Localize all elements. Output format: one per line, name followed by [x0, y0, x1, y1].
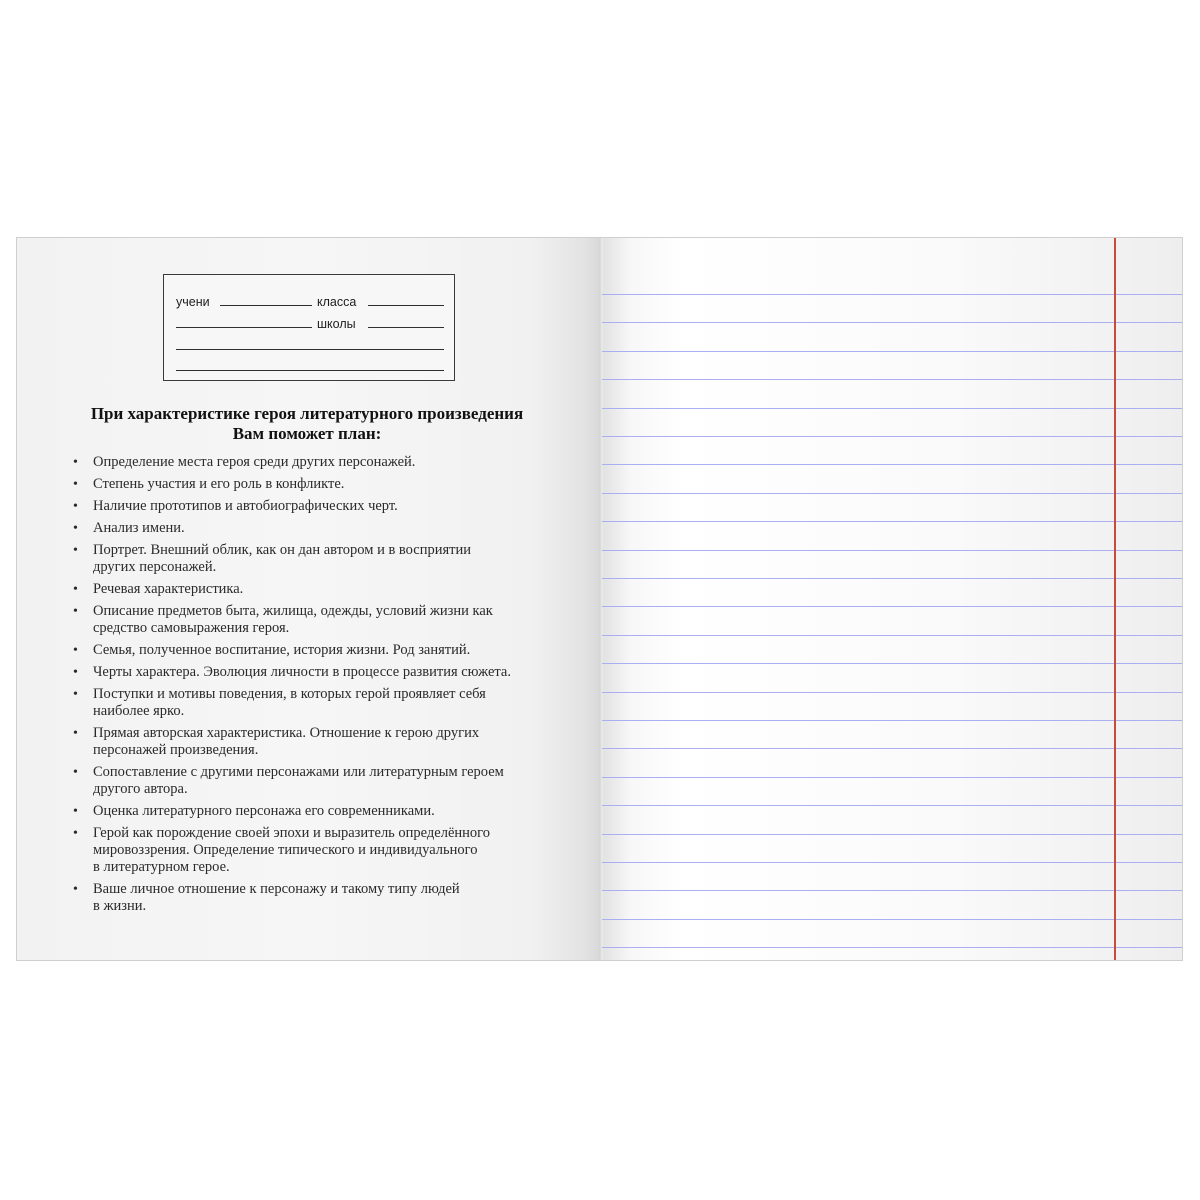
plan-item-line: Анализ имени. [93, 520, 185, 536]
bullet-icon: • [73, 665, 78, 680]
plan-item-line: Наличие прототипов и автобиографических черт. [93, 498, 398, 514]
pupil-name-line-2 [176, 327, 312, 328]
plan-item-line: Поступки и мотивы поведения, в которых герой проявляет себя [93, 686, 486, 702]
pupil-name-line [220, 305, 312, 306]
bullet-icon: • [73, 826, 78, 841]
school-name-line [368, 327, 444, 328]
bullet-icon: • [73, 804, 78, 819]
bullet-icon: • [73, 543, 78, 558]
ruled-line [602, 692, 1182, 693]
class-name-line [368, 305, 444, 306]
bullet-icon: • [73, 582, 78, 597]
plan-item [73, 476, 543, 493]
bullet-icon: • [73, 643, 78, 658]
bullet-icon: • [73, 521, 78, 536]
plan-item [73, 664, 543, 681]
plan-item-line: Семья, полученное воспитание, история жизни. Род занятий. [93, 642, 471, 658]
margin-line [1114, 238, 1116, 960]
plan-item [73, 454, 543, 471]
ruled-line [602, 464, 1182, 465]
ruled-line [602, 862, 1182, 863]
plan-item-line: Степень участия и его роль в конфликте. [93, 476, 345, 492]
plan-item [73, 686, 543, 720]
heading-line-2: Вам поможет план: [232, 424, 382, 443]
ruled-line [602, 947, 1182, 948]
plan-item-line: мировоззрения. Определение типического и индивидуального [93, 842, 478, 858]
bullet-icon: • [73, 726, 78, 741]
name-label-box [163, 274, 455, 381]
ruled-line [602, 890, 1182, 891]
bullet-icon: • [73, 477, 78, 492]
ruled-line [602, 436, 1182, 437]
plan-item-line: Прямая авторская характеристика. Отношение к герою других [93, 725, 480, 741]
right-page [601, 238, 1182, 960]
ruled-line [602, 748, 1182, 749]
plan-item-line: Портрет. Внешний облик, как он дан автором и в восприятии [93, 542, 472, 558]
blank-line-4 [176, 370, 444, 371]
ruled-line [602, 635, 1182, 636]
plan-item [73, 542, 543, 576]
plan-item [73, 498, 543, 515]
bullet-icon: • [73, 882, 78, 897]
bullet-icon: • [73, 687, 78, 702]
ruled-line [602, 408, 1182, 409]
plan-item-line: персонажей произведения. [93, 742, 259, 758]
plan-item-line: Речевая характеристика. [93, 581, 244, 597]
plan-item [73, 825, 543, 876]
bullet-icon: • [73, 499, 78, 514]
plan-item-line: Ваше личное отношение к персонажу и такому типу людей [93, 881, 460, 897]
ruled-line [602, 379, 1182, 380]
plan-item-line: других персонажей. [93, 559, 217, 575]
ruled-line [602, 322, 1182, 323]
spine [599, 238, 603, 960]
blank-line-3 [176, 349, 444, 350]
plan-item-line: другого автора. [93, 781, 188, 797]
plan-heading [57, 404, 557, 444]
bullet-icon: • [73, 604, 78, 619]
ruled-line [602, 663, 1182, 664]
plan-item [73, 725, 543, 759]
plan-item [73, 764, 543, 798]
ruled-line [602, 521, 1182, 522]
plan-item [73, 603, 543, 637]
plan-item [73, 642, 543, 659]
plan-item-line: Описание предметов быта, жилища, одежды, условий жизни как [93, 603, 493, 619]
ruled-line [602, 578, 1182, 579]
plan-item-line: Оценка литературного персонажа его современниками. [93, 803, 435, 819]
plan-item-line: Сопоставление с другими персонажами или литературным героем [93, 764, 504, 780]
plan-list [73, 454, 543, 920]
ruled-line [602, 606, 1182, 607]
ruled-line [602, 805, 1182, 806]
ruled-line [602, 919, 1182, 920]
plan-item-line: средство самовыражения героя. [93, 620, 290, 636]
ruled-line [602, 777, 1182, 778]
school-label: школы [317, 317, 356, 331]
plan-item-line: в жизни. [93, 898, 147, 914]
ruled-line [602, 493, 1182, 494]
plan-item [73, 581, 543, 598]
bullet-icon: • [73, 455, 78, 470]
plan-item [73, 520, 543, 537]
pupil-label: учени [176, 295, 210, 309]
ruled-line [602, 834, 1182, 835]
plan-item-line: в литературном герое. [93, 859, 230, 875]
bullet-icon: • [73, 765, 78, 780]
plan-item-line: наиболее ярко. [93, 703, 185, 719]
class-label: класса [317, 295, 357, 309]
ruled-line [602, 351, 1182, 352]
ruled-line [602, 550, 1182, 551]
left-page [17, 238, 601, 960]
plan-item-line: Определение места героя среди других персонажей. [93, 454, 416, 470]
plan-item [73, 803, 543, 820]
ruled-line [602, 720, 1182, 721]
heading-line-1: При характеристике героя литературного произведения [90, 404, 524, 423]
ruled-line [602, 294, 1182, 295]
plan-item-line: Герой как порождение своей эпохи и выразитель определённого [93, 825, 491, 841]
plan-item-line: Черты характера. Эволюция личности в процессе развития сюжета. [93, 664, 511, 680]
plan-item [73, 881, 543, 915]
notebook-spread [16, 237, 1183, 961]
